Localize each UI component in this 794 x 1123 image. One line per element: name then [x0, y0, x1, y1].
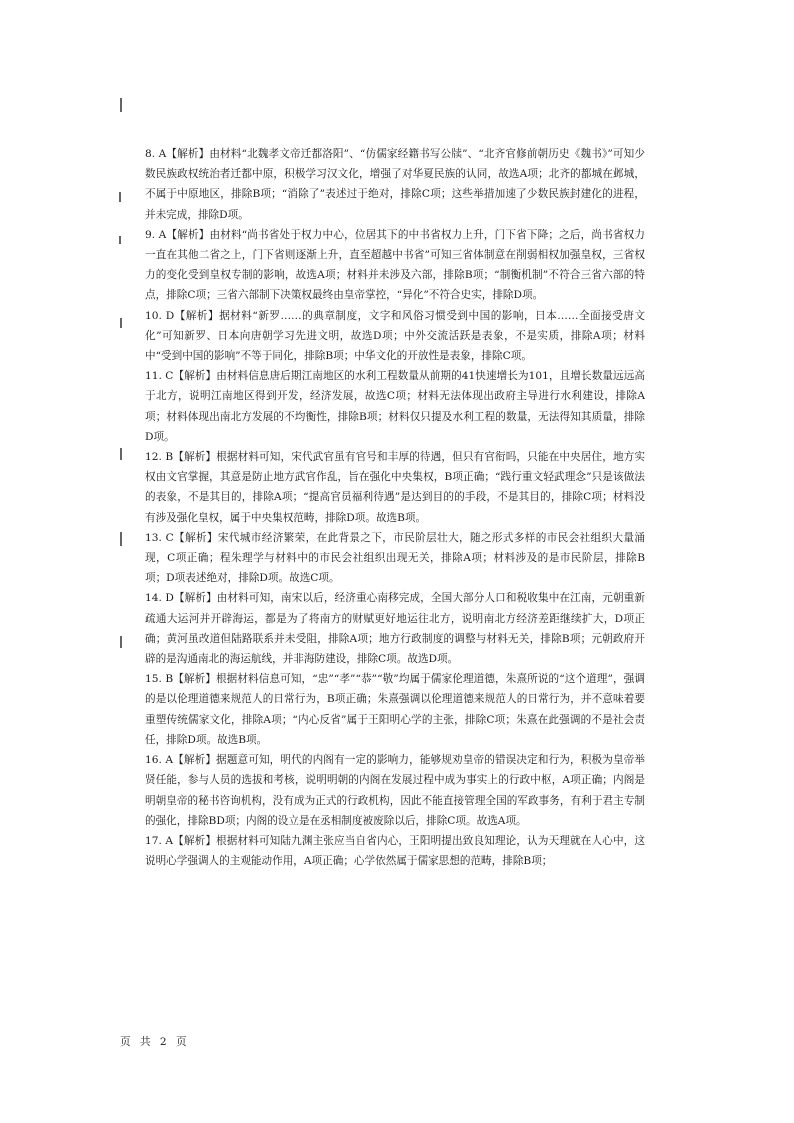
answer-item: 10. D【解析】据材料“新罗……的典章制度，文字和风俗习惯受到中国的影响，日本……全面接受唐文化”可知新罗、日本向唐朝学习先进文明，故选D项；中外交流活跃是表象，不是实质，排除A项；材料中“受到中国的影响”不等于同化，排除B项；中华文化的开放性是表象，排除C项。 [145, 309, 645, 363]
scan-mark [120, 636, 122, 648]
answer-item: 14. D【解析】由材料可知，南宋以后，经济重心南移完成，全国大部分人口和税收集中在江南，元朝重新疏通大运河并开辟海运，都是为了将南方的财赋更好地运往北方，说明南北方经济差距继续扩大，D项正确；黄河虽改道但陆路联系并未受阻，排除A项；地方行政制度的调整与材料无关，排除B项；元朝政府开辟的是沟通南北的海运航线，并非海防建设，排除C项。故选D项。 [145, 592, 645, 666]
answer-item: 12. B【解析】根据材料可知，宋代武官虽有官号和丰厚的待遇，但只有官衔吗，只能在中央居住，地方实权由文官掌握，其意是防止地方武官作乱，旨在强化中央集权，B项正确；“践行重文轻武理念”只是该做法的表象，不是其目的，排除A项；“提高官员福利待遇”是达到目的的手段，不是其目的，排除C项；材料没有涉及强化皇权，属于中央集权范畴，排除D项。故选B项。 [145, 451, 645, 524]
answer-explanations [145, 144, 645, 871]
answer-item: 11. C【解析】由材料信息唐后期江南地区的水利工程数量从前期的41快速增长为101，且增长数量远远高于北方，说明江南地区得到开发，经济发展，故选C项；材料无法体现出政府主导进行水利建设，排除A项；材料体现出南北方发展的不均衡性，排除B项；材料仅只提及水利工程的数量，无法得知其质量，排除D项。 [145, 370, 645, 443]
answer-item: 15. B【解析】根据材料信息可知，“忠”“孝”“恭”“敬”均属于儒家伦理道德，朱熹所说的“这个道理”，强调的是以伦理道德来规范人的日常行为，B项正确；朱熹强调以伦理道德来规范人的日常行为，并不意味着要重塑传统儒家文化，排除A项；“内心反省”属于王阳明心学的主张，排除C项；朱熹在此强调的不是社会责任，排除D项。故选B项。 [145, 673, 645, 746]
answer-item: 16. A【解析】据题意可知，明代的内阁有一定的影响力，能够规劝皇帝的错误决定和行为，积极为皇帝举贤任能，参与人员的选拔和考核，说明明朝的内阁在发展过程中成为事实上的行政中枢，A项正确；内阁是明朝皇帝的秘书咨询机构，没有成为正式的行政机构，因此不能直接管理全国的军政事务，有利于君主专制的强化，排除BD项；内阁的设立是在丞相制度被废除以后，排除C项。故选A项。 [145, 754, 645, 827]
answer-item: 17. A【解析】根据材料可知陆九渊主张应当自省内心，王阳明提出致良知理论，认为天理就在人心中，这说明心学强调人的主观能动作用，A项正确；心学依然属于儒家思想的范畴，排除B项； [145, 834, 645, 868]
scan-mark [120, 532, 122, 546]
scan-mark [120, 318, 122, 328]
scan-mark [119, 192, 121, 202]
scan-mark [120, 448, 122, 460]
page-footer: 页 共 2 页 [120, 1036, 190, 1048]
answer-item: 9. A【解析】由材料“尚书省处于权力中心，位居其下的中书省权力上升，门下省下降；之后，尚书省权力一直在其他二省之上，门下省则逐渐上升，直至超越中书省”可知三省体制意在削弱相权加强皇权，三省权力的变化受到皇权专制的影响，故选A项；材料并未涉及六部，排除B项；“制衡机制”不符合三省六部的特点，排除C项；三省六部制下决策权最终由皇帝掌控，“异化”不符合史实，排除D项。 [145, 228, 645, 302]
answer-item: 13. C【解析】宋代城市经济繁荣，在此背景之下，市民阶层壮大，随之形式多样的市民会社组织大量涌现，C项正确；程朱理学与材料中的市民会社组织出现无关，排除A项；材料涉及的是市民阶层，排除B项；D项表述绝对，排除D项。故选C项。 [145, 531, 645, 585]
scan-mark [120, 98, 122, 112]
answer-item: 8. A【解析】由材料“北魏孝文帝迁都洛阳”、“仿儒家经籍书写公牍”、“北齐官修前朝历史《魏书》”可知少数民族政权统治者迁都中原，积极学习汉文化，增强了对华夏民族的认同，故选A项；北齐的都城在邺城，不属于中原地区，排除B项；“消除了”表述过于绝对，排除C项；这些举措加速了少数民族封建化的进程，并未完成，排除D项。 [145, 148, 645, 221]
scan-mark [119, 236, 121, 244]
